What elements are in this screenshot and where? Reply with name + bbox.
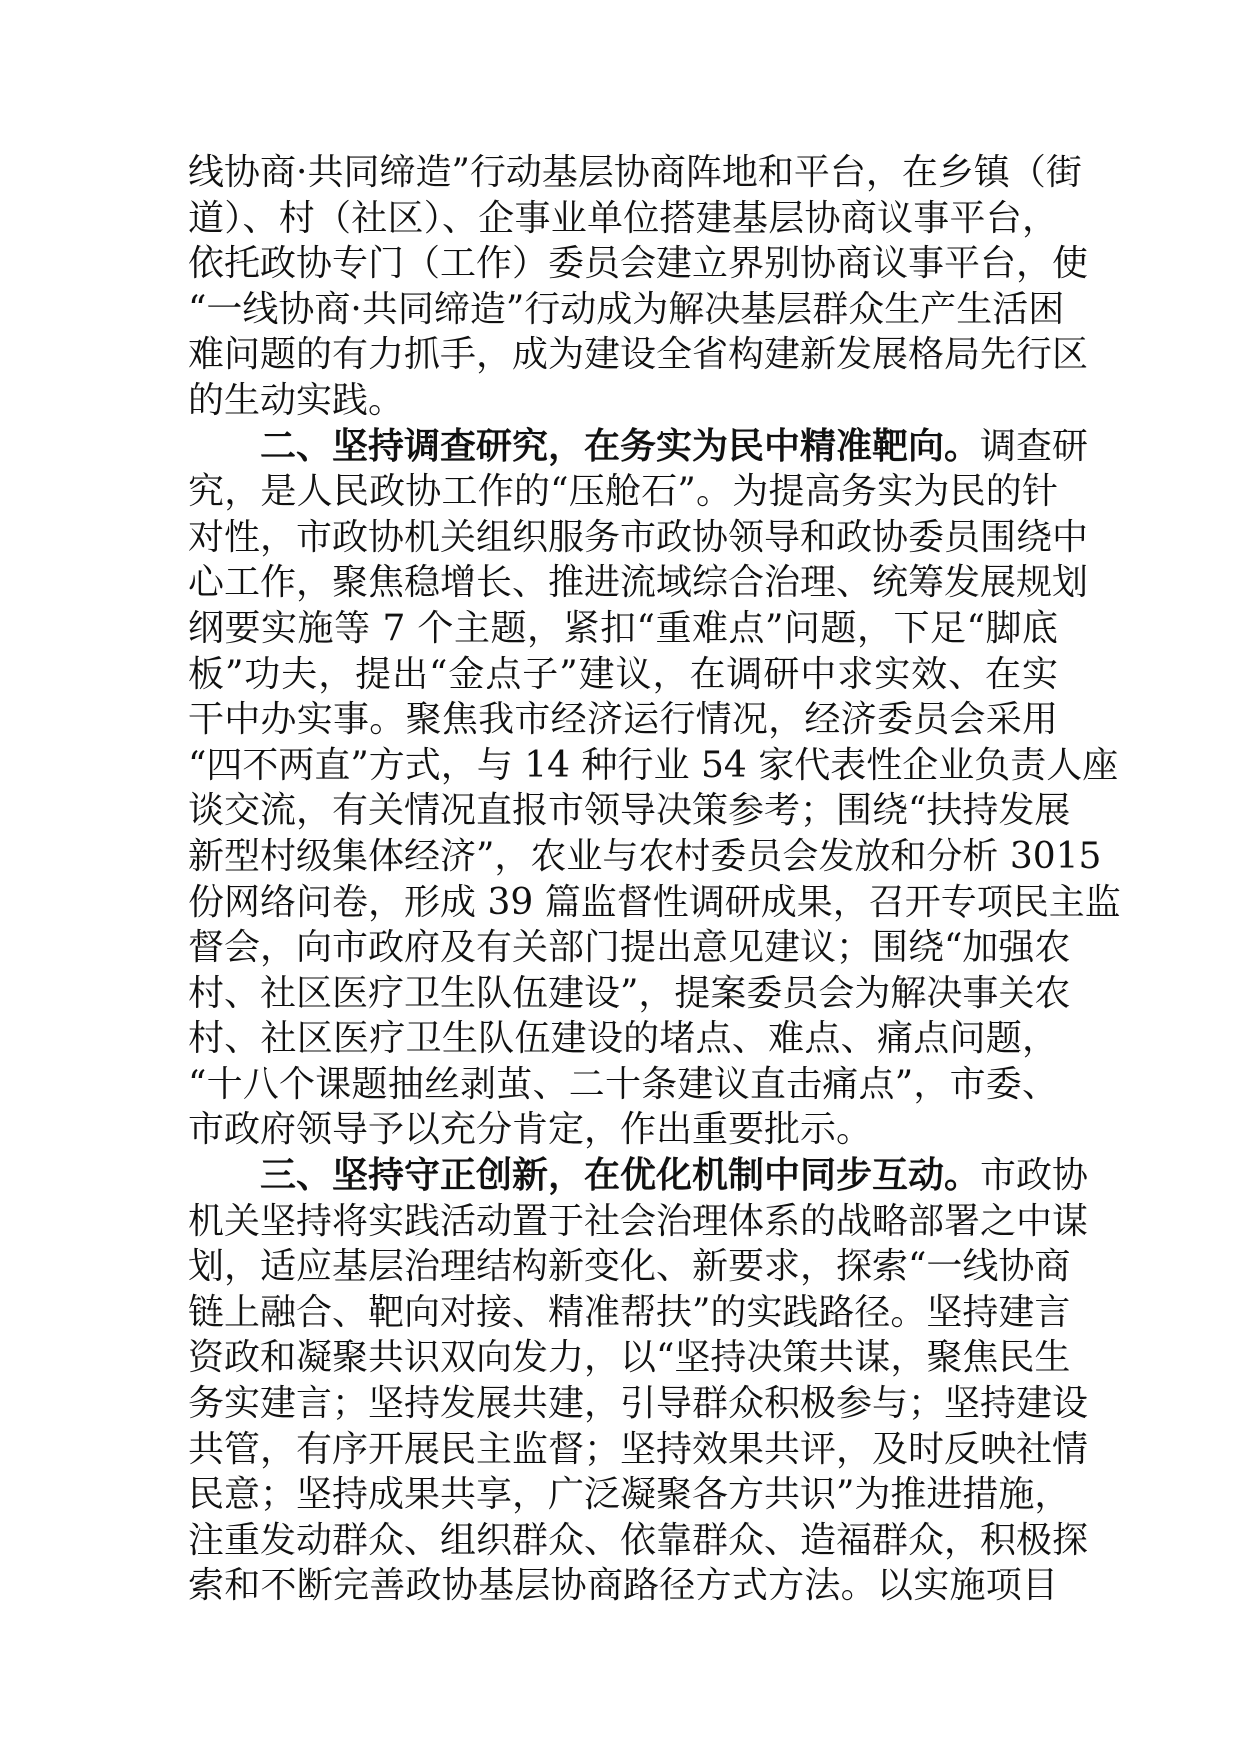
text-line: 究，是人民政协工作的“压舱石”。为提高务实为民的针 <box>188 471 1058 513</box>
text-line: 督会，向市政府及有关部门提出意见建议；围绕“加强农 <box>188 927 1071 969</box>
text-line: 的生动实践。 <box>188 379 405 421</box>
text-line: 谈交流，有关情况直报市领导决策参考；围绕“扶持发展 <box>188 790 1071 832</box>
text-line: 对性，市政协机关组织服务市政协领导和政协委员围绕中 <box>188 516 1089 558</box>
text-line: 索和不断完善政协基层协商路径方式方法。以实施项目 <box>188 1565 1058 1607</box>
text-line: 划，适应基层治理结构新变化、新要求，探索“一线协商 <box>188 1246 1071 1288</box>
text-line: 线协商·共同缔造”行动基层协商阵地和平台，在乡镇（街 <box>188 152 1082 193</box>
text-line: 机关坚持将实践活动置于社会治理体系的战略部署之中谋 <box>188 1200 1089 1242</box>
text-line: 共管，有序开展民主监督；坚持效果共评，及时反映社情 <box>188 1428 1089 1470</box>
text-line: 依托政协专门（工作）委员会建立界别协商议事平台，使 <box>188 243 1089 285</box>
text-line: 心工作，聚焦稳增长、推进流域综合治理、统筹发展规划 <box>188 562 1089 604</box>
text-run: 市政协 <box>980 1155 1089 1197</box>
text-run: 调查研 <box>980 425 1089 467</box>
text-line: 道）、村（社区）、企事业单位搭建基层协商议事平台， <box>188 197 1058 239</box>
section-heading-3: 三、坚持守正创新，在优化机制中同步互动。 <box>260 1154 981 1197</box>
text-line: 纲要实施等 7 个主题，紧扣“重难点”问题，下足“脚底 <box>188 607 1058 649</box>
text-line: 干中办实事。聚焦我市经济运行情况，经济委员会采用 <box>188 699 1058 741</box>
text-line: “一线协商·共同缔造”行动成为解决基层群众生产生活困 <box>188 288 1065 330</box>
section-heading-2: 二、坚持调查研究，在务实为民中精准靶向。 <box>260 424 981 467</box>
section-heading-line <box>188 424 1089 470</box>
text-line: 板”功夫，提出“金点子”建议，在调研中求实效、在实 <box>188 653 1058 695</box>
body-text <box>188 150 1121 1609</box>
section-heading-line <box>188 1153 1089 1199</box>
text-line: 村、社区医疗卫生队伍建设的堵点、难点、痛点问题， <box>188 1018 1058 1060</box>
text-line: 村、社区医疗卫生队伍建设”，提案委员会为解决事关农 <box>188 972 1071 1014</box>
text-line: 链上融合、靶向对接、精准帮扶”的实践路径。坚持建言 <box>188 1291 1071 1333</box>
text-line: 市政府领导予以充分肯定，作出重要批示。 <box>188 1109 873 1151</box>
text-line: 份网络问卷，形成 39 篇监督性调研成果，召开专项民主监 <box>188 881 1121 923</box>
text-line: 难问题的有力抓手，成为建设全省构建新发展格局先行区 <box>188 334 1089 376</box>
text-line: 务实建言；坚持发展共建，引导群众积极参与；坚持建设 <box>188 1383 1089 1425</box>
text-line: 资政和凝聚共识双向发力，以“坚持决策共谋，聚焦民生 <box>188 1337 1071 1379</box>
text-line: “十八个课题抽丝剥茧、二十条建议直击痛点”，市委、 <box>188 1063 1058 1105</box>
text-line: 新型村级集体经济”，农业与农村委员会发放和分析 3015 <box>188 835 1102 877</box>
text-line: 民意；坚持成果共享，广泛凝聚各方共识”为推进措施， <box>188 1474 1071 1516</box>
text-line: “四不两直”方式，与 14 种行业 54 家代表性企业负责人座 <box>188 744 1119 786</box>
text-line: 注重发动群众、组织群众、依靠群众、造福群众，积极探 <box>188 1519 1089 1561</box>
